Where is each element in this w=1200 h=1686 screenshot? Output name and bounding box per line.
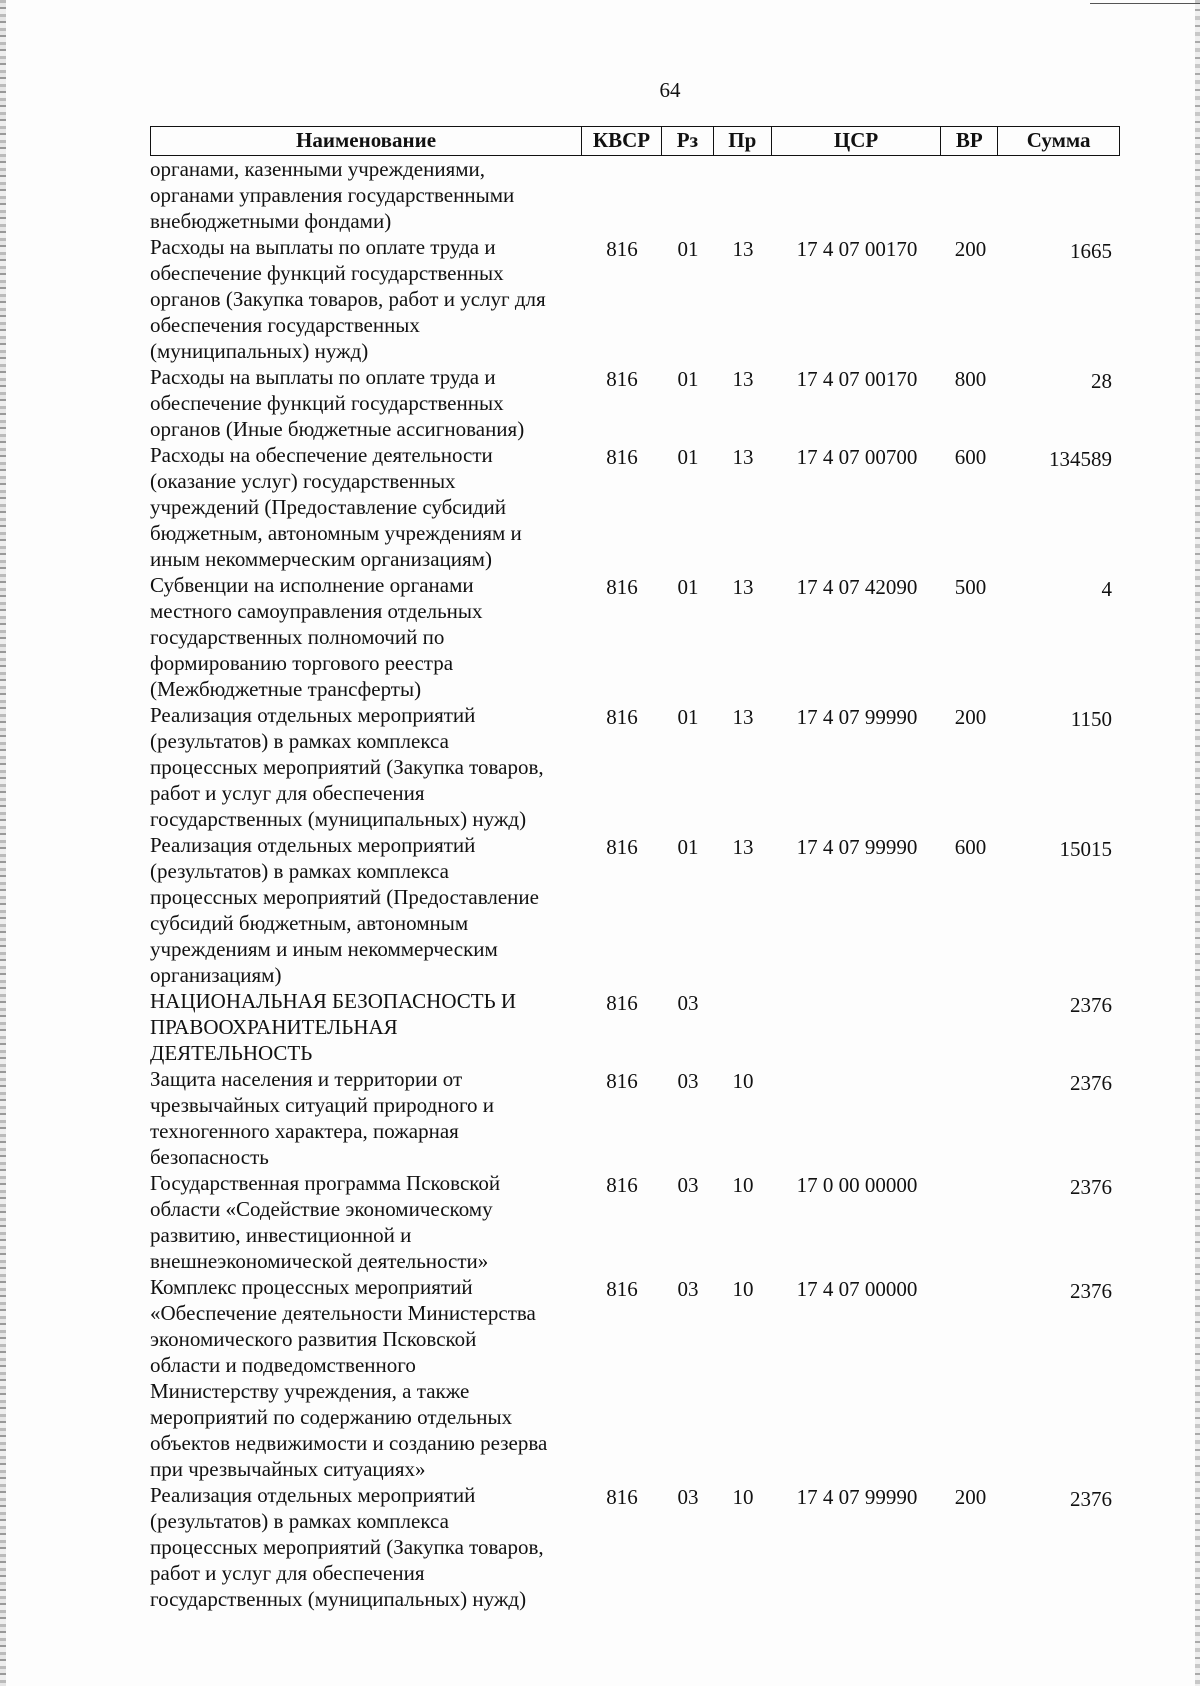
table-row [150, 572, 1120, 702]
row-pr: 10 [732, 1069, 754, 1093]
table-row [150, 1066, 1120, 1170]
row-vr: 600 [954, 445, 987, 469]
row-kvsr: 816 [606, 237, 638, 261]
row-sum: 28 [1091, 369, 1112, 393]
row-pr: 10 [732, 1173, 754, 1197]
budget-table [150, 126, 1120, 1612]
scan-left-edge [0, 0, 6, 1686]
row-vr: 600 [954, 835, 987, 859]
row-kvsr: 816 [606, 1069, 638, 1093]
table-row [150, 156, 1120, 234]
row-rz: 03 [677, 991, 699, 1015]
table-header [150, 126, 1120, 156]
row-sum: 134589 [1049, 447, 1112, 471]
row-pr [714, 156, 772, 234]
row-name: Расходы на выплаты по оплате труда и обеспечение функций государственных органов (Иные бюджетные ассигнования) [150, 365, 525, 441]
row-name: Комплекс процессных мероприятий «Обеспечение деятельности Министерства экономического развития Псковской области и подведомственного Министерству учреждения, а также мероприятий по содержанию отдельных объектов недвижимости и созданию резерва при чрезвычайных ситуациях» [150, 1275, 548, 1481]
row-rz: 01 [677, 835, 699, 859]
row-csr [772, 1066, 942, 1170]
row-name: Расходы на выплаты по оплате труда и обеспечение функций государственных органов (Закупка товаров, работ и услуг для обеспечения государственных (муниципальных) нужд) [150, 235, 546, 363]
header-sum: Сумма [1026, 128, 1091, 152]
row-kvsr: 816 [606, 991, 638, 1015]
row-sum: 1665 [1070, 239, 1112, 263]
scan-corner-mark [1090, 3, 1200, 4]
row-kvsr: 816 [606, 1173, 638, 1197]
row-csr: 17 0 00 00000 [796, 1173, 918, 1197]
row-csr: 17 4 07 99990 [796, 835, 918, 859]
row-csr [772, 156, 942, 234]
row-vr: 200 [954, 237, 987, 261]
row-name: Реализация отдельных мероприятий (результатов) в рамках комплекса процессных мероприятий (Закупка товаров, работ и услуг для обеспечения государственных (муниципальных) нужд) [150, 1483, 544, 1611]
row-kvsr: 816 [606, 705, 638, 729]
header-csr: ЦСР [772, 127, 942, 155]
row-vr: 500 [954, 575, 987, 599]
row-name: Субвенции на исполнение органами местного самоуправления отдельных государственных полномочий по формированию торгового реестра (Межбюджетные трансферты) [150, 573, 483, 701]
row-csr: 17 4 07 00000 [796, 1277, 918, 1301]
table-row [150, 1170, 1120, 1274]
row-rz [662, 156, 714, 234]
table-row [150, 832, 1120, 988]
row-vr: 200 [954, 1485, 987, 1509]
row-name: органами, казенными учреждениями, органами управления государственными внебюджетными фондами) [150, 157, 515, 233]
row-name: Реализация отдельных мероприятий (результатов) в рамках комплекса процессных мероприятий (Закупка товаров, работ и услуг для обеспечения государственных (муниципальных) нужд) [150, 703, 544, 831]
row-sum: 4 [1101, 577, 1112, 601]
row-csr: 17 4 07 99990 [796, 1485, 918, 1509]
row-sum: 2376 [1070, 1175, 1112, 1199]
row-pr: 13 [732, 835, 754, 859]
header-pr: Пр [714, 127, 772, 155]
row-name: Государственная программа Псковской области «Содействие экономическому развитию, инвестиционной и внешнеэкономической деятельности» [150, 1171, 501, 1273]
row-pr: 13 [732, 445, 754, 469]
row-vr [942, 1066, 999, 1170]
table-row [150, 234, 1120, 364]
table-row [150, 702, 1120, 832]
row-name: Реализация отдельных мероприятий (результатов) в рамках комплекса процессных мероприятий (Предоставление субсидий бюджетным, автономным учреждениям и иным некоммерческим организациям) [150, 833, 539, 987]
row-kvsr [582, 156, 662, 234]
row-csr: 17 4 07 42090 [796, 575, 918, 599]
row-vr [942, 988, 999, 1066]
row-kvsr: 816 [606, 1277, 638, 1301]
row-pr: 13 [732, 237, 754, 261]
row-rz: 01 [677, 575, 699, 599]
row-rz: 01 [677, 445, 699, 469]
table-body [150, 156, 1120, 1612]
table-row [150, 364, 1120, 442]
row-csr: 17 4 07 00700 [796, 445, 918, 469]
row-csr: 17 4 07 00170 [796, 367, 918, 391]
row-name: Расходы на обеспечение деятельности (оказание услуг) государственных учреждений (Предоставление субсидий бюджетным, автономным учреждениям и иным некоммерческим организациям) [150, 443, 522, 571]
header-name: Наименование [151, 127, 582, 155]
table-row [150, 1274, 1120, 1482]
row-csr: 17 4 07 99990 [796, 705, 918, 729]
row-csr [772, 988, 942, 1066]
row-kvsr: 816 [606, 575, 638, 599]
header-rz: Рз [662, 127, 714, 155]
header-vr: ВР [941, 127, 998, 155]
row-vr [942, 156, 999, 234]
row-rz: 01 [677, 705, 699, 729]
row-sum: 2376 [1070, 993, 1112, 1017]
row-kvsr: 816 [606, 445, 638, 469]
row-rz: 01 [677, 237, 699, 261]
row-sum: 1150 [1070, 707, 1112, 731]
row-vr: 800 [954, 367, 987, 391]
row-rz: 03 [677, 1069, 699, 1093]
table-row [150, 988, 1120, 1066]
scan-right-edge [1195, 0, 1200, 1686]
row-pr: 13 [732, 367, 754, 391]
row-rz: 03 [677, 1485, 699, 1509]
table-row [150, 442, 1120, 572]
row-rz: 01 [677, 367, 699, 391]
row-pr [714, 988, 772, 1066]
row-sum [999, 156, 1120, 234]
row-pr: 10 [732, 1485, 754, 1509]
row-vr [942, 1170, 999, 1274]
row-name: Защита населения и территории от чрезвычайных ситуаций природного и техногенного характера, пожарная безопасность [150, 1067, 495, 1169]
row-sum: 15015 [1059, 837, 1112, 861]
row-csr: 17 4 07 00170 [796, 237, 918, 261]
table-row [150, 1482, 1120, 1612]
row-rz: 03 [677, 1173, 699, 1197]
row-pr: 13 [732, 705, 754, 729]
row-kvsr: 816 [606, 367, 638, 391]
row-vr [942, 1274, 999, 1482]
row-vr: 200 [954, 705, 987, 729]
row-rz: 03 [677, 1277, 699, 1301]
row-pr: 13 [732, 575, 754, 599]
row-pr: 10 [732, 1277, 754, 1301]
row-sum: 2376 [1070, 1071, 1112, 1095]
header-kvsr: КВСР [582, 127, 662, 155]
row-name: НАЦИОНАЛЬНАЯ БЕЗОПАСНОСТЬ И ПРАВООХРАНИТЕЛЬНАЯ ДЕЯТЕЛЬНОСТЬ [150, 989, 517, 1065]
page-number: 64 [659, 78, 681, 102]
row-sum: 2376 [1070, 1279, 1112, 1303]
row-kvsr: 816 [606, 1485, 638, 1509]
row-kvsr: 816 [606, 835, 638, 859]
row-sum: 2376 [1070, 1487, 1112, 1511]
